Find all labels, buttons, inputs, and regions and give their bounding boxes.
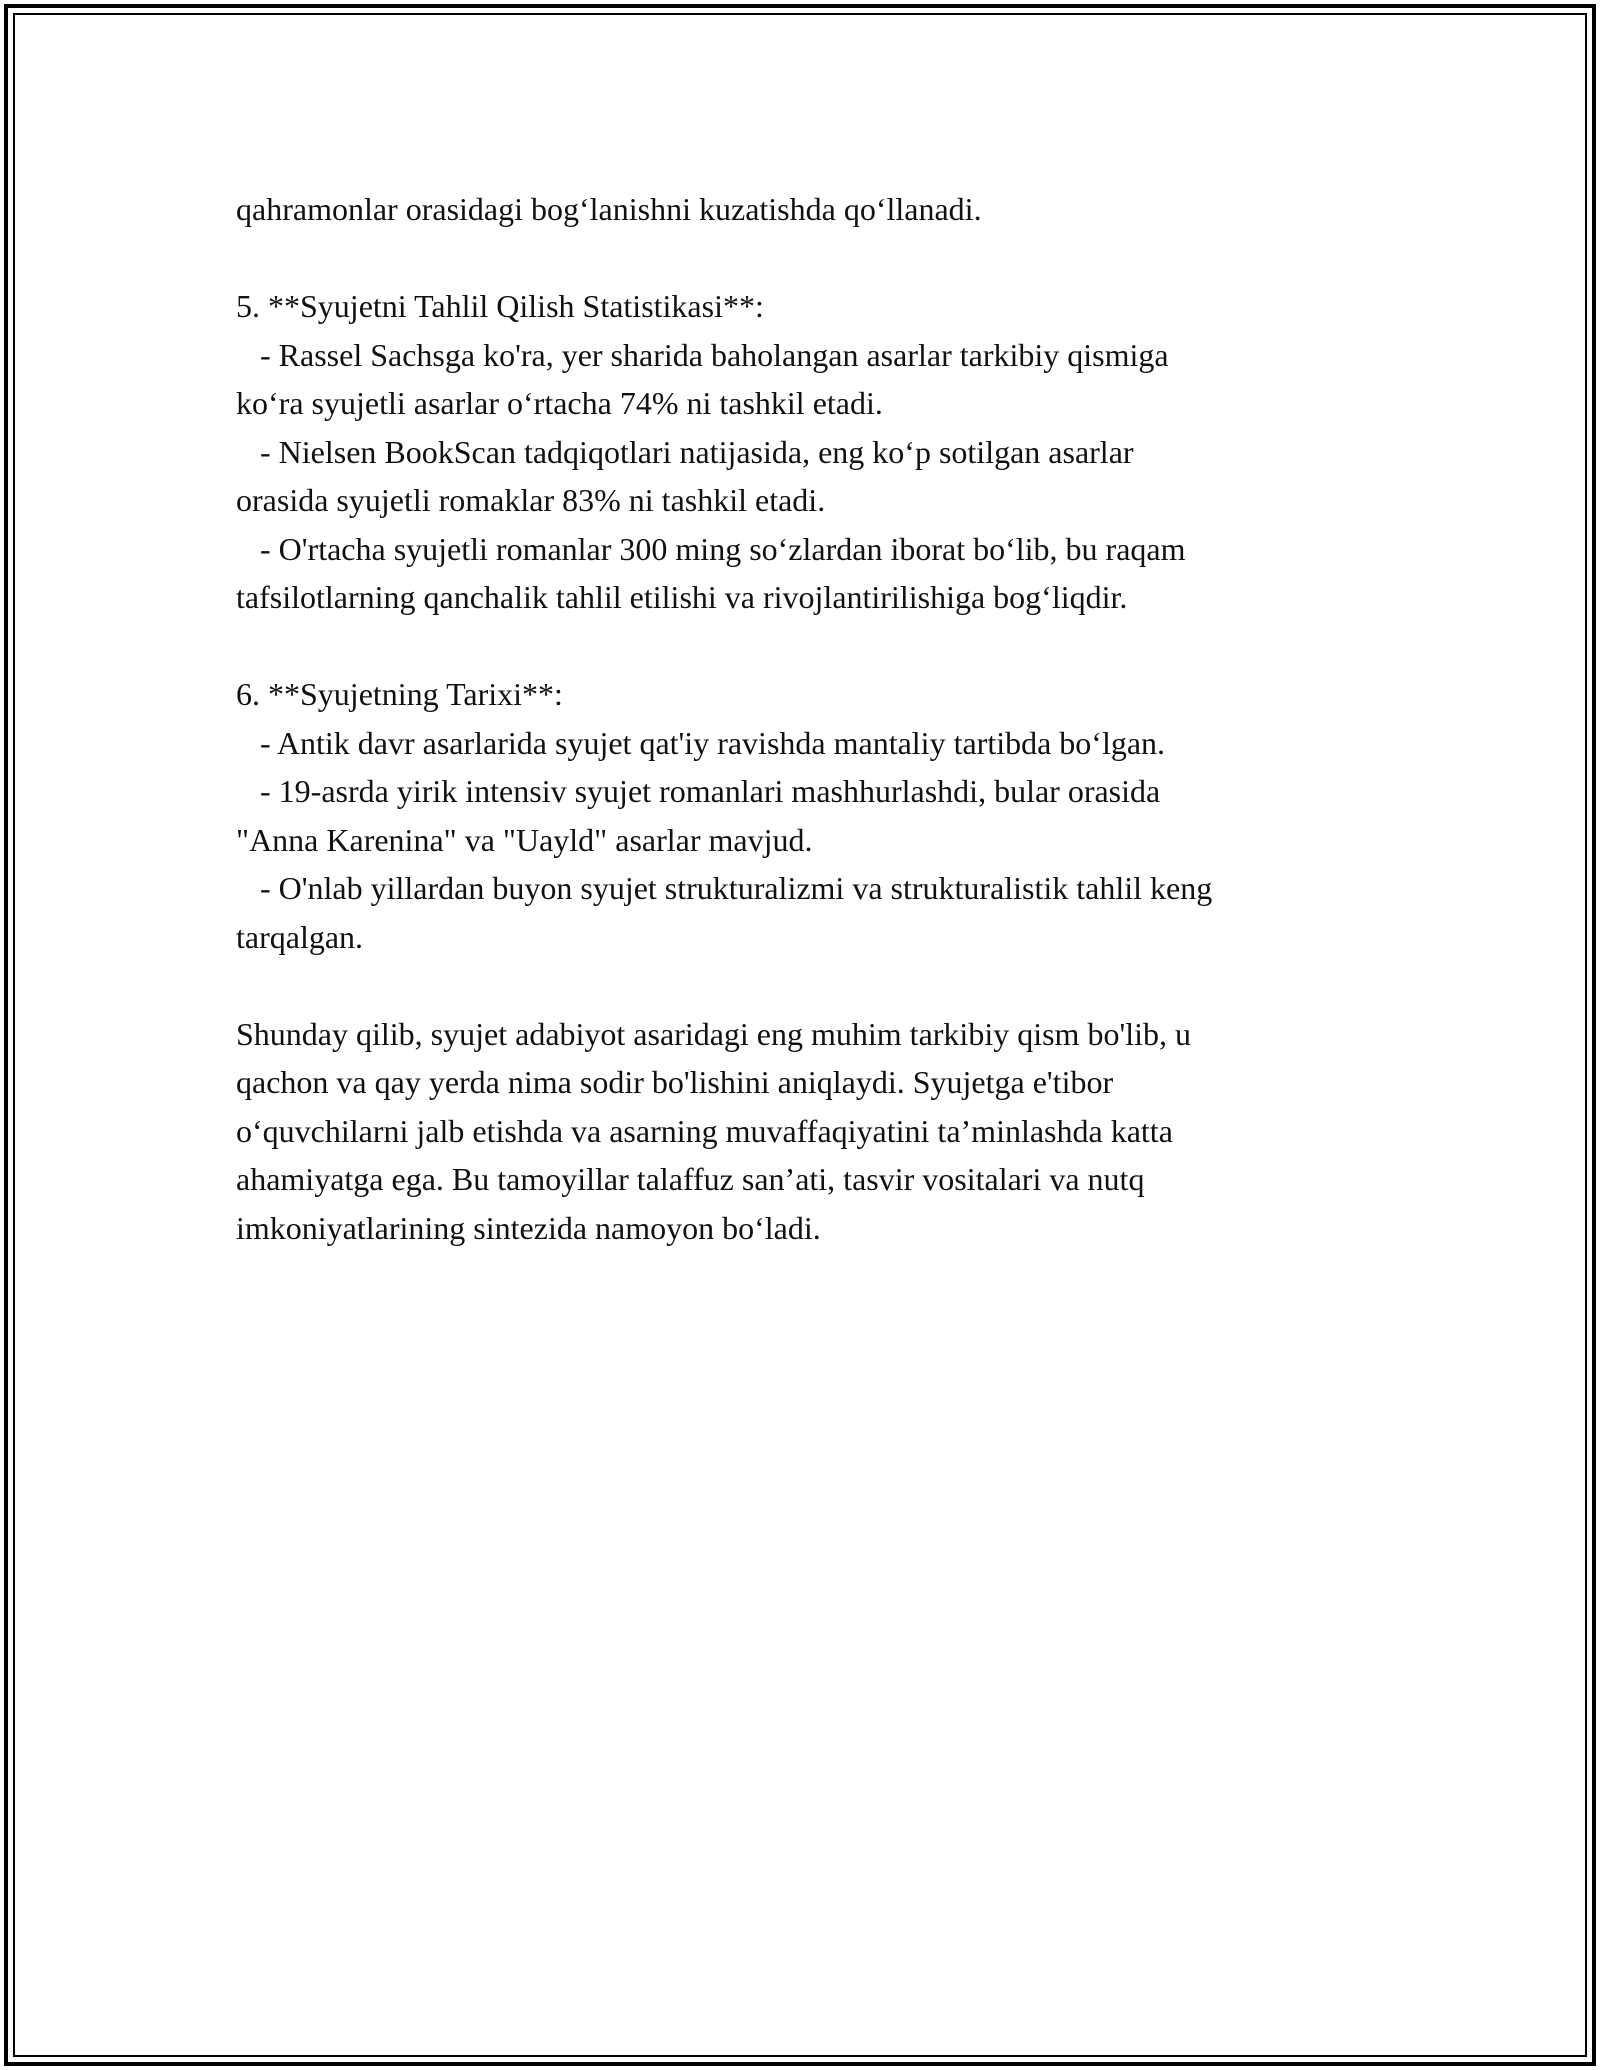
conclusion-line: o‘quvchilarni jalb etishda va asarning muvaffaqiyatini ta’minlashda katta xyxy=(236,1112,1173,1149)
paragraph-gap xyxy=(236,234,1416,283)
document-body xyxy=(236,185,1416,1252)
paragraph-gap xyxy=(236,961,1416,1010)
section-5-line: - Nielsen BookScan tadqiqotlari natijasida, eng ko‘p sotilgan asarlar xyxy=(236,433,1134,470)
section-6-line: tarqalgan. xyxy=(236,918,364,955)
section-5-heading: 5. **Syujetni Tahlil Qilish Statistikasi**: xyxy=(236,288,764,324)
section-6-line: "Anna Karenina" va "Uayld" asarlar mavjud. xyxy=(236,821,813,858)
conclusion-line: Shunday qilib, syujet adabiyot asaridagi eng muhim tarkibiy qism bo'lib, u xyxy=(236,1015,1191,1052)
section-5-line: tafsilotlarning qanchalik tahlil etilishi va rivojlantirilishiga bog‘liqdir. xyxy=(236,579,1128,615)
section-5-line: - Rassel Sachsga ko'ra, yer sharida baholangan asarlar tarkibiy qismiga xyxy=(236,336,1169,373)
conclusion-line: imkoniyatlarining sintezida namoyon bo‘ladi. xyxy=(236,1209,821,1246)
section-5-line: - O'rtacha syujetli romanlar 300 ming so‘zlardan iborat bo‘lib, bu raqam xyxy=(236,530,1186,567)
conclusion-line: qachon va qay yerda nima sodir bo'lishini aniqlaydi. Syujetga e'tibor xyxy=(236,1064,1114,1100)
section-6-line: - 19-asrda yirik intensiv syujet romanlari mashhurlashdi, bular orasida xyxy=(236,773,1161,809)
section-5-line: orasida syujetli romaklar 83% ni tashkil etadi. xyxy=(236,482,826,518)
section-6-line: - O'nlab yillardan buyon syujet strukturalizmi va strukturalistik tahlil keng xyxy=(236,870,1213,906)
section-6-heading: 6. **Syujetning Tarixi**: xyxy=(236,676,563,712)
section-6-line: - Antik davr asarlarida syujet qat'iy ravishda mantaliy tartibda bo‘lgan. xyxy=(236,724,1166,761)
conclusion-line: ahamiyatga ega. Bu tamoyillar talaffuz san’ati, tasvir vositalari va nutq xyxy=(236,1161,1145,1197)
paragraph-gap xyxy=(236,622,1416,671)
intro-line: qahramonlar orasidagi bog‘lanishni kuzatishda qo‘llanadi. xyxy=(236,191,982,227)
section-5-line: ko‘ra syujetli asarlar o‘rtacha 74% ni tashkil etadi. xyxy=(236,385,883,421)
